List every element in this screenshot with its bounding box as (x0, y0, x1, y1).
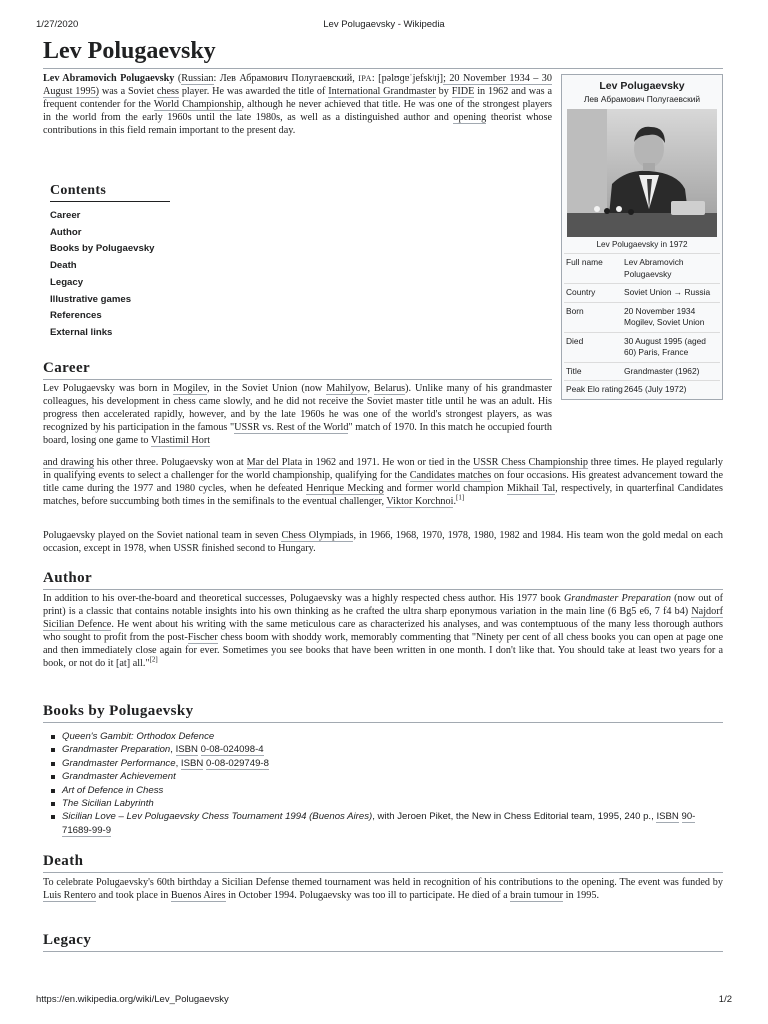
russian-link[interactable]: Russian (181, 73, 214, 84)
najdorf-link[interactable]: Najdorf Sicilian Defence (43, 605, 723, 630)
mar-del-plata-link[interactable]: Mar del Plata (246, 457, 303, 468)
page-title: Lev Polugaevsky (43, 38, 723, 69)
career-paragraph-1: Lev Polugaevsky was born in Mogilev, in the Soviet Union (now Mahilyow, Belarus). Unlike many of his grandmaster colleagues, his development in chess came slowly, and he did not receive the Soviet master title until he was an adult. His progress then accelerated rapidly, however, and by the late 1960s he was one of the world's strongest players, as was recognized by his participation in the famous "USSR vs. Rest of the World" match of 1970. In this match he occupied fourth board, losing one game to Vlastimil Hort (43, 383, 553, 446)
rentero-link[interactable]: Luis Rentero (43, 889, 96, 901)
toc-item-external-links[interactable]: External links (50, 326, 113, 338)
chess-link[interactable]: chess (156, 85, 179, 97)
list-item: Grandmaster Performance, ISBN 0-08-029749-8 (62, 757, 722, 770)
heading-author: Author (43, 570, 723, 590)
heading-death: Death (43, 853, 723, 873)
isbn-link[interactable]: 90-71689-99-9 (62, 811, 696, 836)
isbn-link[interactable]: 0-08-029749-8 (206, 757, 269, 769)
reference-2[interactable]: [2] (149, 655, 158, 664)
print-footer (36, 994, 732, 1006)
list-item: Sicilian Love – Lev Polugaevsky Chess Tournament 1994 (Buenos Aires), with Jeroen Piket, the New in Chess Editorial team, 1995, 240 p., ISBN 90-71689-99-9 (62, 810, 722, 837)
list-item: Art of Defence in Chess (62, 784, 722, 797)
isbn-label-link[interactable]: ISBN (656, 811, 679, 823)
heading-books: Books by Polugaevsky (43, 703, 723, 723)
toc-item-books[interactable]: Books by Polugaevsky (50, 243, 155, 255)
toc-item-references[interactable]: References (50, 310, 102, 322)
career-paragraph-1-continued: and drawing his other three. Polugaevsky won at Mar del Plata in 1962 and 1971. He won or tied in the USSR Chess Championship three times. He played regularly in qualifying events to select a challenger for the world championship, qualifying for the Candidates matches on four occasions. His greatest advancement toward the title came during the 1977 and 1980 cycles, when he defeated Henrique Mecking and former world champion Mikhail Tal, respectively, in quarterfinal Candidates matches, before succumbing both times in the semifinals to the eventual challenger, Viktor Korchnoi.[1] (43, 457, 723, 507)
career-paragraph-2: Polugaevsky played on the Soviet national team in seven Chess Olympiads, in 1966, 1968, 1970, 1978, 1980, 1982 and 1984. His team won the gold medal on each occasion, except in 1978, when USSR finished second to Hungary. (43, 530, 723, 554)
toc-item-author[interactable]: Author (50, 226, 82, 238)
drawing-link[interactable]: and drawing (43, 457, 94, 468)
books-list (62, 730, 722, 837)
list-item: Grandmaster Preparation, ISBN 0-08-024098-4 (62, 743, 722, 756)
brain-tumour-link[interactable]: brain tumour (510, 889, 564, 901)
fischer-link[interactable]: Fischer (187, 631, 218, 643)
dates-link[interactable]: ; 20 November 1934 – 30 August 1995) (43, 73, 552, 97)
ussr-vs-rest-link[interactable]: USSR vs. Rest of the World (234, 421, 349, 433)
tal-link[interactable]: Mikhail Tal (506, 482, 556, 494)
lead-paragraph: Lev Abramovich Polugaevsky (Russian: Лев Абрамович Полугаевский, IPA: [pəlʊɡɐˈjefskʲɪj]; 20 November 1934 – 30 August 1995) was a Soviet chess player. He was awarded the title of International Grandmaster by FIDE in 1962 and was a frequent contender for the World Championship, although he never achieved that title. He was one of the strongest players in the world from the early 1960s until the late 1980s, as well as a distinguished author and opening theorist whose contributions in this field remain important to the present day. (43, 73, 553, 136)
mogilev-link[interactable]: Mogilev (173, 383, 208, 394)
reference-1[interactable]: [1] (455, 493, 465, 502)
heading-career: Career (43, 360, 552, 380)
infobox-row-died: Died 30 August 1995 (aged 60) Paris, France (564, 332, 720, 362)
list-item: Queen's Gambit: Orthodox Defence (62, 730, 722, 743)
portrait-photo[interactable] (567, 109, 717, 237)
igm-link[interactable]: International Grandmaster (328, 85, 436, 97)
infobox-row-title: Title Grandmaster (1962) (564, 362, 720, 381)
belarus-link[interactable]: Belarus (374, 383, 406, 394)
list-item: The Sicilian Labyrinth (62, 797, 722, 810)
infobox-row-country: Country Soviet Union → Russia (564, 283, 720, 302)
fide-link[interactable]: FIDE (451, 85, 475, 97)
print-doc-title: Lev Polugaevsky - Wikipedia (323, 19, 445, 30)
print-date: 1/27/2020 (36, 19, 79, 30)
book-grandmaster-preparation: Grandmaster Preparation (563, 593, 671, 604)
death-paragraph: To celebrate Polugaevsky's 60th birthday a Sicilian Defense themed tournament was held in recognition of his contributions to the opening. The event was funded by Luis Rentero and took place in Buenos Aires in October 1994. Polugaevsky was too ill to participate. He died of a brain tumour in 1995. (43, 877, 723, 901)
toc-item-career[interactable]: Career (50, 210, 81, 221)
world-championship-link[interactable]: World Championship (153, 98, 242, 110)
infobox-caption: Lev Polugaevsky in 1972 (596, 240, 688, 249)
olympiads-link[interactable]: Chess Olympiads (281, 530, 354, 541)
isbn-label-link[interactable]: ISBN (175, 744, 198, 756)
heading-legacy: Legacy (43, 932, 723, 952)
opening-link[interactable]: opening (453, 111, 487, 123)
print-header (36, 19, 732, 31)
print-url: https://en.wikipedia.org/wiki/Lev_Polugaevsky (36, 994, 229, 1005)
toc-item-legacy[interactable]: Legacy (50, 276, 84, 288)
hort-link[interactable]: Vlastimil Hort (150, 434, 211, 446)
author-paragraph: In addition to his over-the-board and theoretical successes, Polugaevsky was a highly respected chess author. His 1977 book Grandmaster Preparation (now out of print) is a classic that contains notable insights into his own thinking as he crafted the ultra sharp eponymous variation in the main line (6 Bg5 e6, 7 f4 b4) Najdorf Sicilian Defence. He went about his writing with the same meticulous care as characterized his analyses, and was contemptuous of the many less thorough authors who sought to profit from the post-Fischer chess boom with shoddy work, memorably commenting that "Ninety per cent of all chess books you can open at page one and then immediately close again for ever. Sometimes you see books that have been written in one month. I don't like that. You should take at least two years for a book, or not do it [at] all."[2] (43, 593, 723, 669)
infobox (561, 74, 723, 400)
ipa-link[interactable]: IPA (358, 74, 372, 83)
toc-item-illustrative-games[interactable]: Illustrative games (50, 293, 132, 305)
infobox-row-born: Born 20 November 1934 Mogilev, Soviet Union (564, 302, 720, 332)
mahilyow-link[interactable]: Mahilyow (326, 383, 368, 394)
list-item: Grandmaster Achievement (62, 770, 722, 783)
infobox-row-peak-elo: Peak Elo rating 2645 (July 1972) (564, 380, 720, 399)
korchnoi-link[interactable]: Viktor Korchnoi (386, 495, 454, 507)
infobox-native-name: Лев Абрамович Полугаевский (583, 94, 701, 104)
mecking-link[interactable]: Henrique Mecking (306, 482, 384, 494)
toc-title: Contents (50, 183, 170, 202)
candidates-link[interactable]: Candidates matches (409, 469, 492, 481)
infobox-row-full-name: Full name Lev Abramovich Polugaevsky (564, 253, 720, 283)
print-page-number: 1/2 (718, 994, 732, 1005)
isbn-link[interactable]: 0-08-024098-4 (200, 744, 264, 756)
isbn-label-link[interactable]: ISBN (180, 757, 204, 769)
buenos-aires-link[interactable]: Buenos Aires (170, 889, 226, 901)
ussr-championship-link[interactable]: USSR Chess Championship (472, 457, 588, 468)
table-of-contents (50, 183, 170, 342)
toc-item-death[interactable]: Death (50, 260, 77, 272)
infobox-title: Lev Polugaevsky (599, 80, 685, 92)
lead-name: Lev Abramovich Polugaevsky (43, 73, 175, 84)
